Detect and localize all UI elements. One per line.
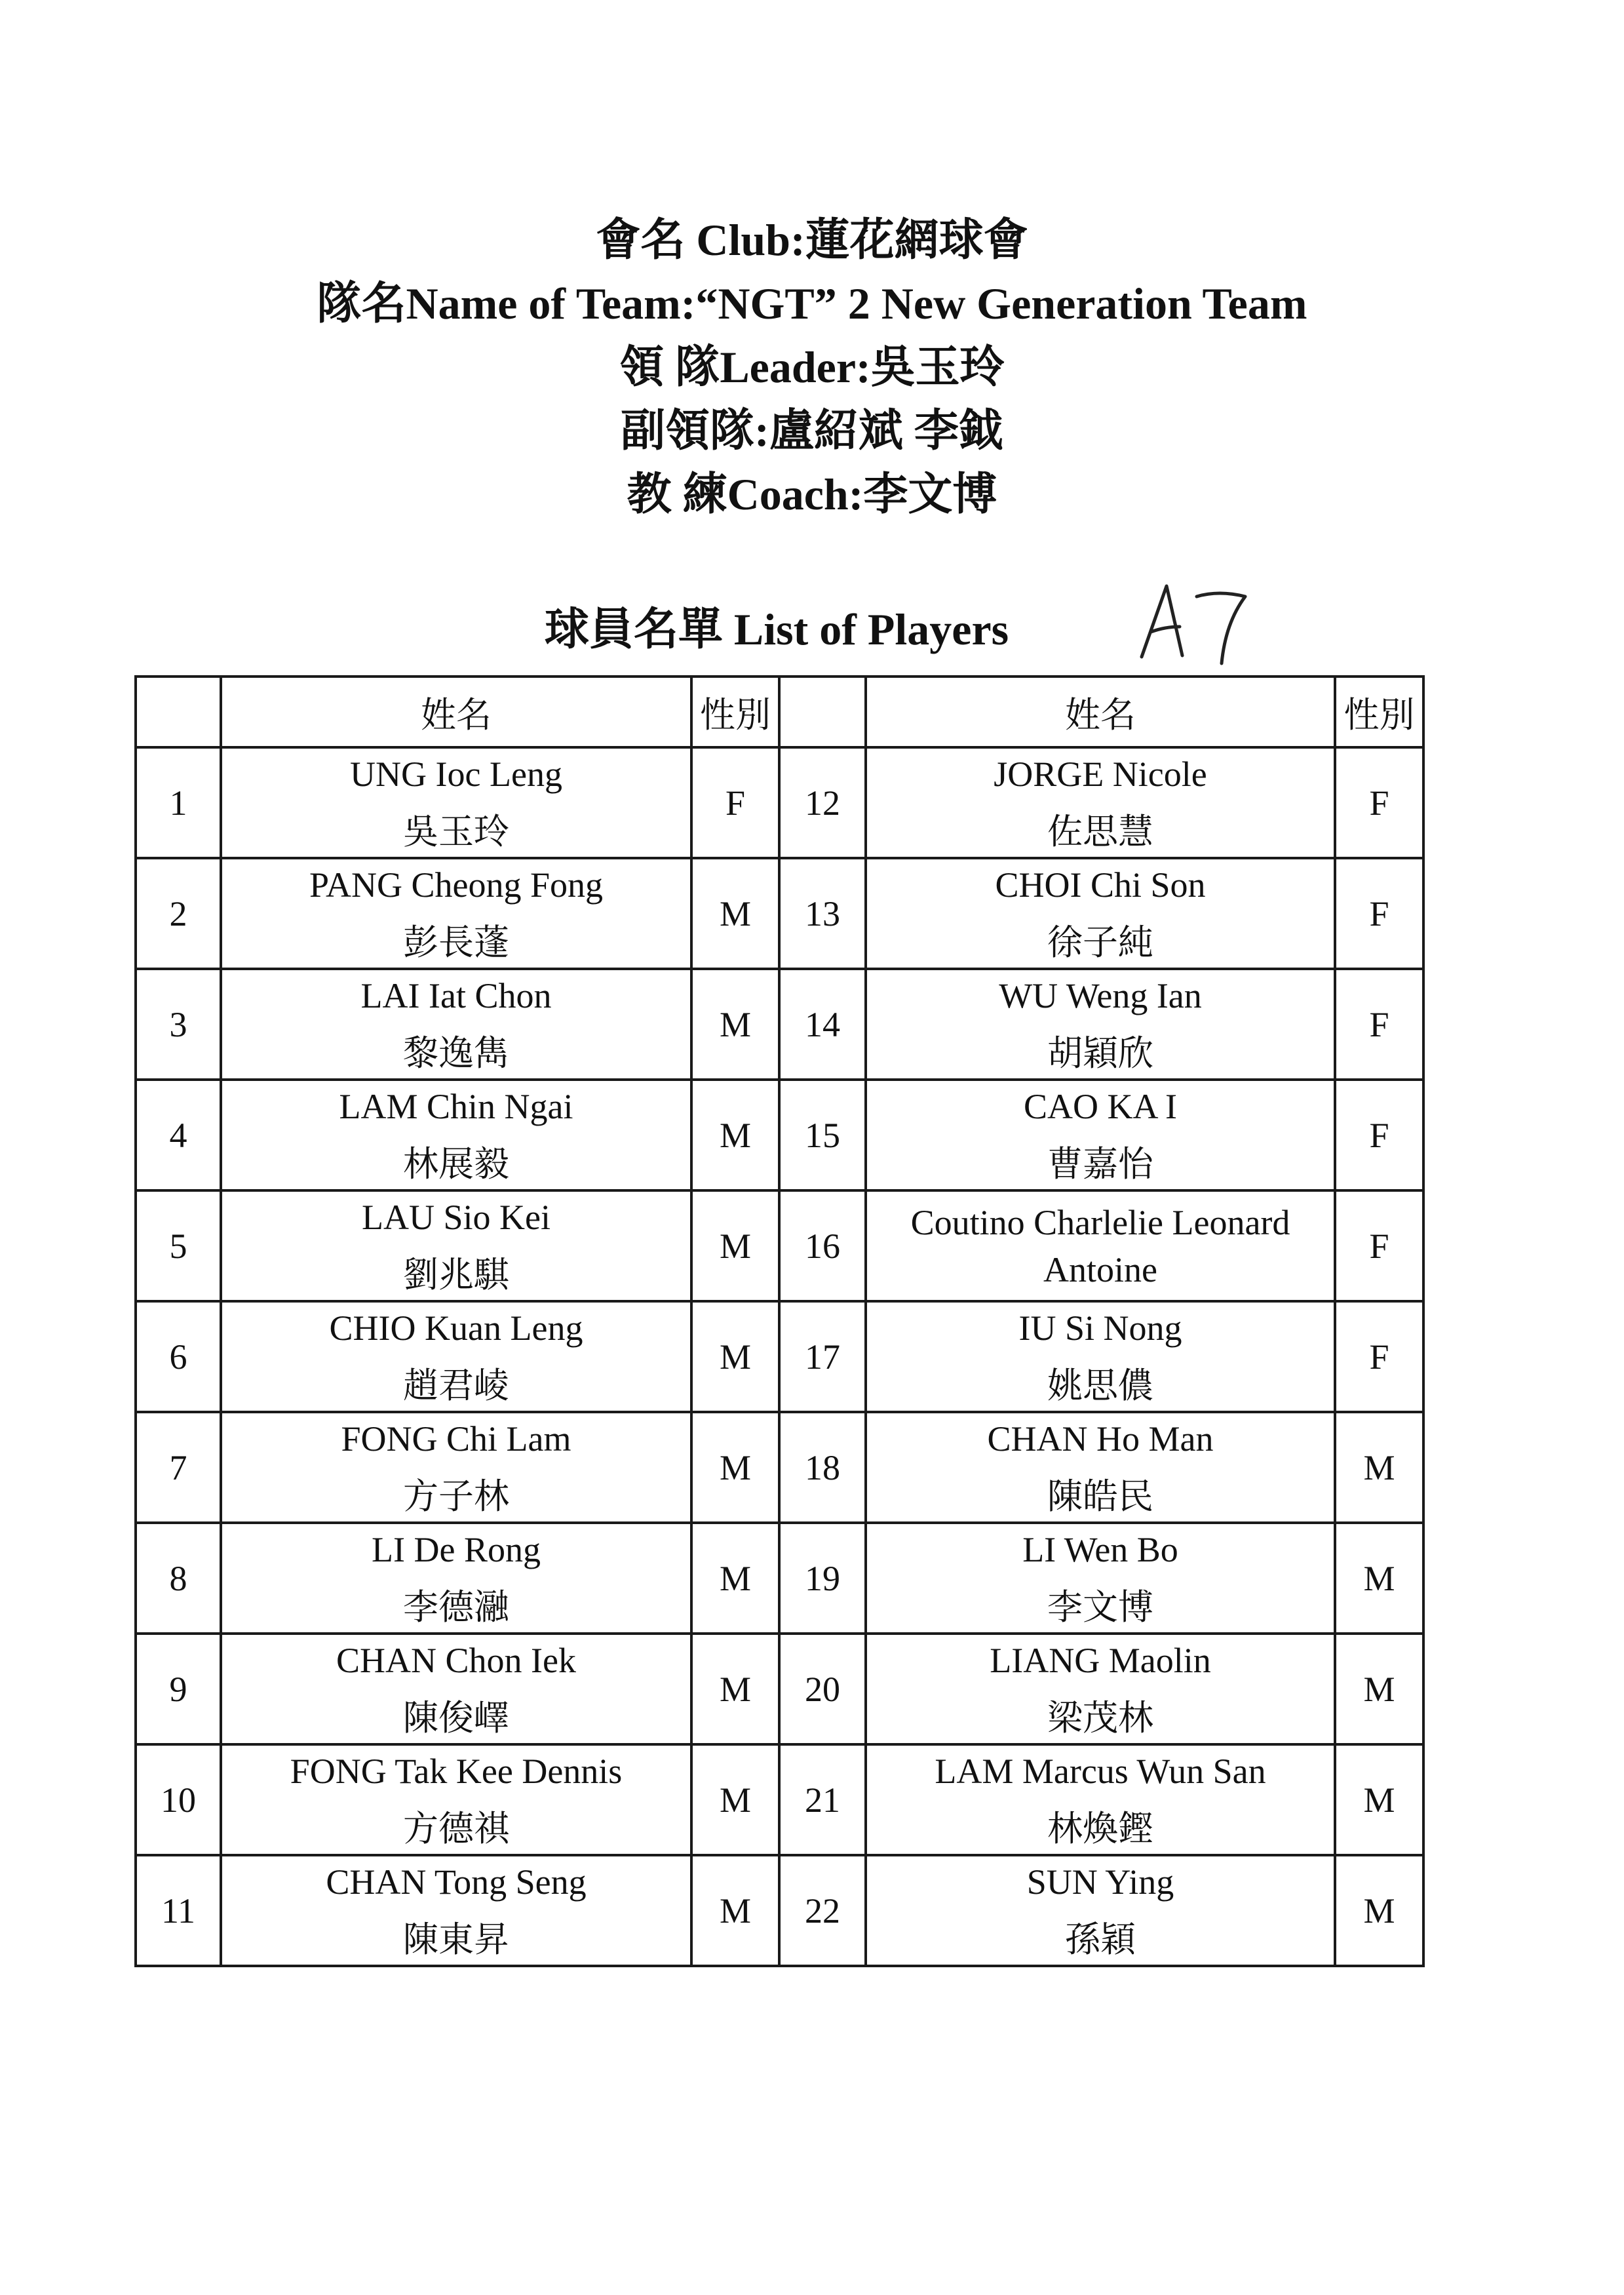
player-number: 7 xyxy=(136,1412,221,1523)
player-number: 20 xyxy=(779,1634,866,1744)
player-name-chinese: 方德祺 xyxy=(403,1809,509,1849)
player-name-english: CHAN Ho Man xyxy=(987,1419,1214,1459)
club-line: 會名 Club:蓮花網球會 xyxy=(596,215,1028,265)
table-row xyxy=(136,969,1423,1080)
deputy-leader-line: 副領隊:盧紹斌 李鉞 xyxy=(621,406,1003,456)
player-name-english: Coutino Charlelie Leonard Antoine xyxy=(910,1202,1290,1289)
player-number: 8 xyxy=(136,1523,221,1634)
player-name-chinese: 方子林 xyxy=(403,1476,509,1516)
player-name-cell xyxy=(221,1523,691,1634)
player-name-cell xyxy=(866,1523,1335,1634)
player-number: 11 xyxy=(136,1855,221,1966)
player-name-chinese: 劉兆騏 xyxy=(403,1255,509,1295)
player-number: 3 xyxy=(136,969,221,1080)
player-name-english: SUN Ying xyxy=(1026,1862,1174,1902)
player-name-chinese: 徐子純 xyxy=(1047,922,1153,962)
player-name-english: LAI Iat Chon xyxy=(360,975,552,1015)
header-gender-right: 性別 xyxy=(1335,677,1423,747)
player-number: 10 xyxy=(136,1744,221,1855)
player-number: 14 xyxy=(779,969,866,1080)
player-gender: M xyxy=(1335,1523,1423,1634)
player-name-english: LAM Marcus Wun San xyxy=(935,1751,1266,1791)
table-row xyxy=(136,1301,1423,1412)
player-gender: M xyxy=(691,1855,779,1966)
player-name-english: FONG Chi Lam xyxy=(341,1419,571,1459)
player-name-cell xyxy=(221,747,691,858)
player-number: 21 xyxy=(779,1744,866,1855)
player-name-chinese: 梁茂林 xyxy=(1047,1698,1153,1738)
player-number: 6 xyxy=(136,1301,221,1412)
player-name-cell xyxy=(866,1855,1335,1966)
player-name-cell xyxy=(221,1634,691,1744)
header-number-left xyxy=(136,677,221,747)
player-number: 13 xyxy=(779,858,866,969)
player-name-english: JORGE Nicole xyxy=(994,754,1207,794)
player-name-cell xyxy=(866,1412,1335,1523)
player-name-cell xyxy=(866,1190,1335,1301)
player-number: 4 xyxy=(136,1080,221,1190)
player-name-chinese: 吳玉玲 xyxy=(403,812,509,852)
player-name-cell xyxy=(866,747,1335,858)
player-number: 17 xyxy=(779,1301,866,1412)
player-number: 22 xyxy=(779,1855,866,1966)
player-gender: M xyxy=(691,1080,779,1190)
player-name-chinese: 佐思慧 xyxy=(1047,812,1153,852)
player-gender: M xyxy=(691,1744,779,1855)
player-name-english: LAM Chin Ngai xyxy=(339,1086,573,1126)
player-name-cell xyxy=(221,1412,691,1523)
player-name-english: LAU Sio Kei xyxy=(362,1197,551,1237)
player-number: 18 xyxy=(779,1412,866,1523)
player-name-chinese: 姚思儂 xyxy=(1047,1365,1153,1405)
player-name-cell xyxy=(866,1744,1335,1855)
player-name-chinese: 林煥鏗 xyxy=(1047,1809,1153,1849)
player-name-english: WU Weng Ian xyxy=(999,975,1202,1015)
player-name-cell xyxy=(221,1744,691,1855)
player-name-cell xyxy=(866,969,1335,1080)
player-name-chinese: 孫穎 xyxy=(1065,1919,1136,1959)
table-row xyxy=(136,1523,1423,1634)
player-number: 2 xyxy=(136,858,221,969)
header-name-right: 姓名 xyxy=(866,677,1335,747)
player-gender: M xyxy=(691,1301,779,1412)
document-header xyxy=(0,208,1624,526)
player-gender: M xyxy=(691,1634,779,1744)
header-number-right xyxy=(779,677,866,747)
player-name-english: CHIO Kuan Leng xyxy=(329,1308,583,1348)
table-header-row xyxy=(136,677,1423,747)
player-gender: F xyxy=(691,747,779,858)
player-list-title: 球員名單 List of Players xyxy=(544,604,1009,654)
player-name-chinese: 彭長蓬 xyxy=(403,922,509,962)
player-number: 19 xyxy=(779,1523,866,1634)
player-number: 9 xyxy=(136,1634,221,1744)
handwritten-a7-mark xyxy=(1134,577,1258,669)
player-gender: F xyxy=(1335,1190,1423,1301)
table-row xyxy=(136,1190,1423,1301)
player-gender: F xyxy=(1335,858,1423,969)
player-name-english: FONG Tak Kee Dennis xyxy=(290,1751,623,1791)
player-name-english: LI Wen Bo xyxy=(1022,1529,1178,1569)
header-gender-left: 性別 xyxy=(691,677,779,747)
player-name-cell xyxy=(221,858,691,969)
player-gender: F xyxy=(1335,969,1423,1080)
player-name-english: IU Si Nong xyxy=(1018,1308,1182,1348)
player-gender: M xyxy=(1335,1412,1423,1523)
player-name-english: UNG Ioc Leng xyxy=(350,754,562,794)
player-number: 12 xyxy=(779,747,866,858)
player-name-cell xyxy=(221,1301,691,1412)
player-roster-table xyxy=(134,675,1425,1967)
header-name-left: 姓名 xyxy=(221,677,691,747)
player-name-chinese: 陳皓民 xyxy=(1047,1476,1153,1516)
player-number: 16 xyxy=(779,1190,866,1301)
player-name-english: LI De Rong xyxy=(372,1529,541,1569)
player-name-chinese: 李文博 xyxy=(1047,1587,1153,1627)
coach-line: 教 練Coach:李文博 xyxy=(627,469,997,519)
table-row xyxy=(136,858,1423,969)
player-gender: M xyxy=(691,1190,779,1301)
player-name-english: CHAN Chon Iek xyxy=(336,1640,576,1680)
player-name-english: LIANG Maolin xyxy=(990,1640,1211,1680)
player-name-cell xyxy=(866,1080,1335,1190)
leader-line: 領 隊Leader:吳玉玲 xyxy=(619,342,1005,392)
player-name-chinese: 趙君崚 xyxy=(403,1365,509,1405)
player-name-chinese: 林展毅 xyxy=(403,1144,509,1184)
player-name-english: PANG Cheong Fong xyxy=(309,865,604,905)
player-name-cell xyxy=(866,1634,1335,1744)
player-gender: M xyxy=(691,969,779,1080)
player-name-english: CAO KA I xyxy=(1023,1086,1177,1126)
player-gender: M xyxy=(1335,1855,1423,1966)
table-row xyxy=(136,1634,1423,1744)
player-number: 15 xyxy=(779,1080,866,1190)
player-name-cell xyxy=(221,1855,691,1966)
player-number: 5 xyxy=(136,1190,221,1301)
player-name-chinese: 胡穎欣 xyxy=(1047,1033,1153,1073)
table-row xyxy=(136,1744,1423,1855)
player-name-cell xyxy=(221,1190,691,1301)
player-gender: M xyxy=(691,1412,779,1523)
player-gender: F xyxy=(1335,747,1423,858)
player-name-chinese: 陳俊嶧 xyxy=(403,1698,509,1738)
player-gender: F xyxy=(1335,1301,1423,1412)
player-name-cell xyxy=(866,1301,1335,1412)
table-row xyxy=(136,1080,1423,1190)
player-gender: M xyxy=(691,858,779,969)
table-row xyxy=(136,747,1423,858)
player-name-english: CHOI Chi Son xyxy=(995,865,1206,905)
player-gender: M xyxy=(691,1523,779,1634)
player-name-cell xyxy=(221,1080,691,1190)
player-name-chinese: 陳東昇 xyxy=(403,1919,509,1959)
table-row xyxy=(136,1855,1423,1966)
player-name-chinese: 李德瀜 xyxy=(403,1587,509,1627)
player-name-cell xyxy=(221,969,691,1080)
player-gender: M xyxy=(1335,1634,1423,1744)
player-gender: F xyxy=(1335,1080,1423,1190)
player-name-chinese: 曹嘉怡 xyxy=(1047,1144,1153,1184)
player-name-chinese: 黎逸雋 xyxy=(403,1033,509,1073)
player-name-english: CHAN Tong Seng xyxy=(326,1862,587,1902)
player-gender: M xyxy=(1335,1744,1423,1855)
player-name-cell xyxy=(866,858,1335,969)
player-number: 1 xyxy=(136,747,221,858)
table-row xyxy=(136,1412,1423,1523)
team-name-line: 隊名Name of Team:“NGT” 2 New Generation Team xyxy=(317,279,1307,328)
